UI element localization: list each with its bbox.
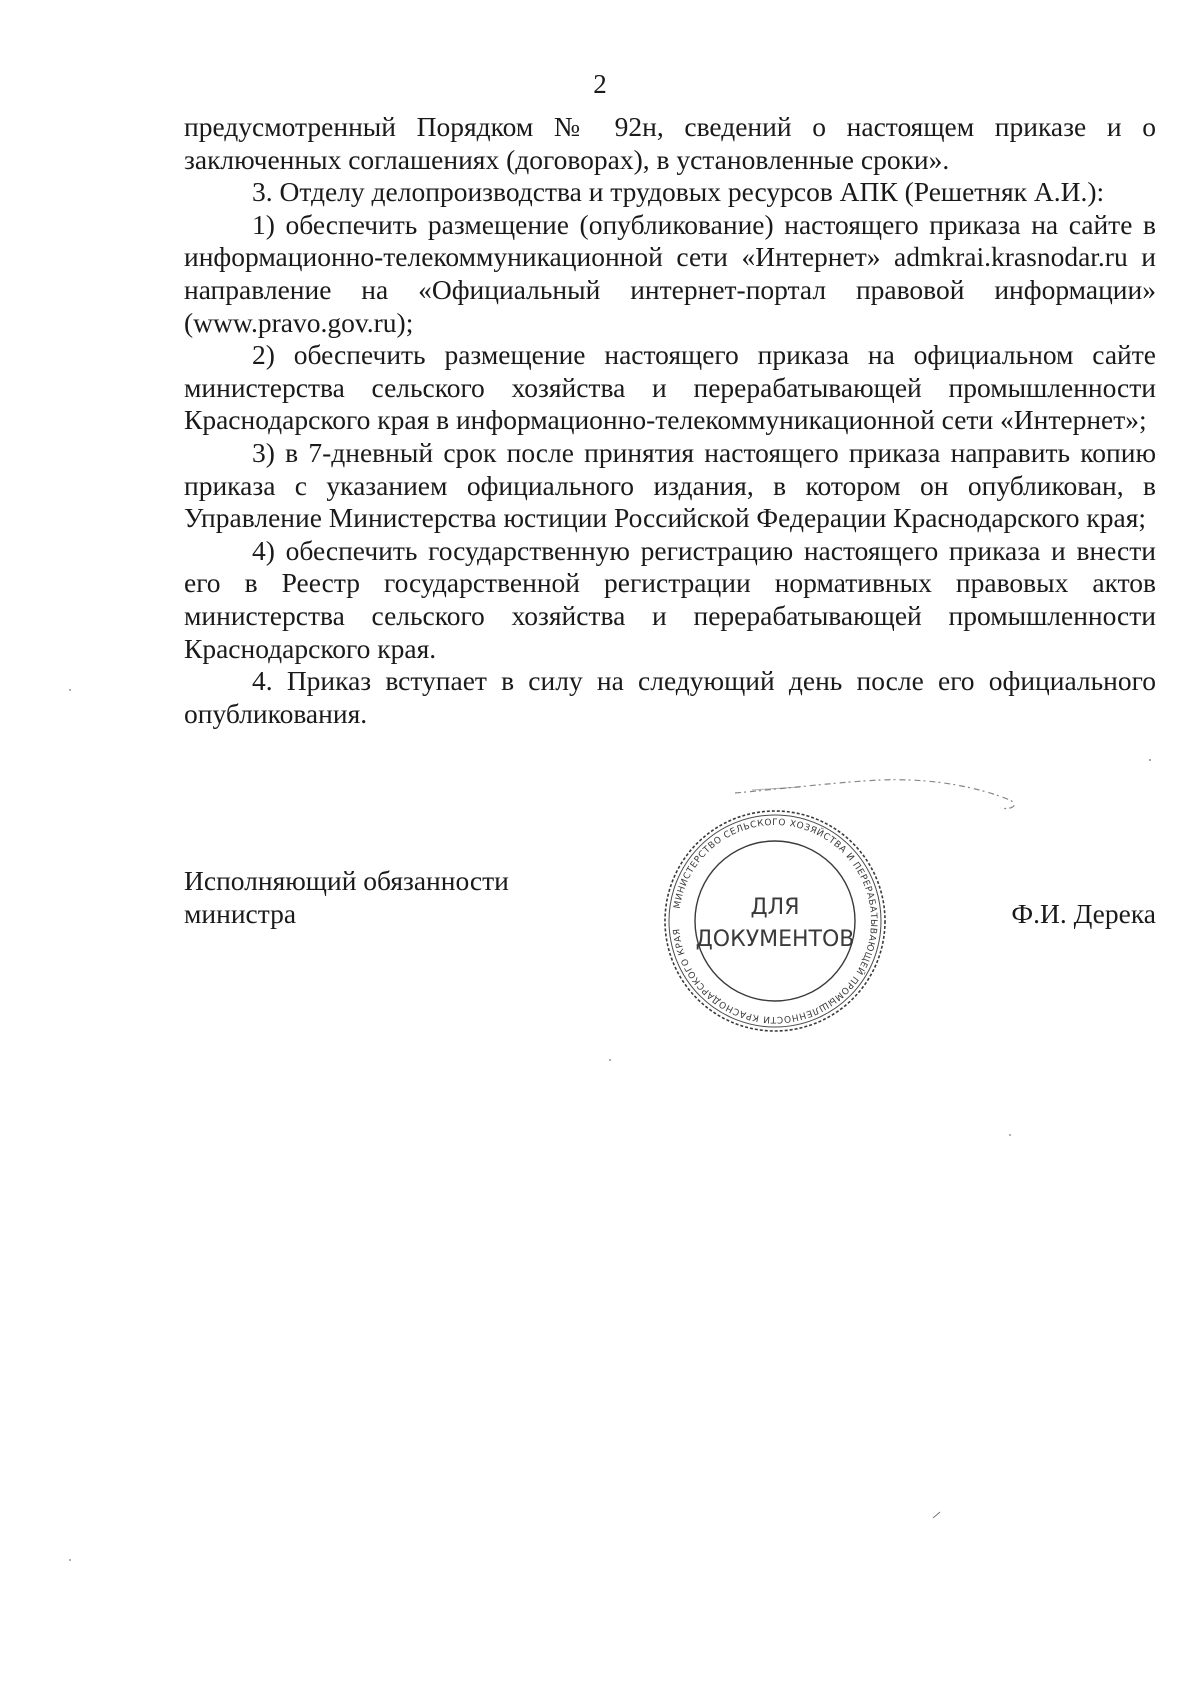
- paragraph-subitem-4: 4) обеспечить государственную регистрацию настоящего приказа и внести его в Реестр государственной регистрации нормативных правовых актов министерства сельского хозяйства и перерабатывающей промышленности Краснодарского края.: [184, 534, 1156, 664]
- seal-center-line2: ДОКУМЕНТОВ: [695, 927, 855, 952]
- signatory-position-line1: Исполняющий обязанности: [184, 865, 509, 896]
- paragraph-subitem-1: 1) обеспечить размещение (опубликование) настоящего приказа на сайте в информационно-телекоммуникационной сети «Интернет» admkrai.krasnodar.ru и направление на «Официальный интернет-портал правовой информации» (www.pravo.gov.ru);: [184, 208, 1156, 338]
- paragraph-subitem-3: 3) в 7-дневный срок после принятия настоящего приказа направить копию приказа с указанием официального издания, в котором он опубликован, в Управление Министерства юстиции Российской Федерации Краснодарского края;: [184, 436, 1156, 534]
- official-seal: [655, 806, 895, 1036]
- paragraph-subitem-2: 2) обеспечить размещение настоящего приказа на официальном сайте министерства сельского хозяйства и перерабатывающей промышленности Краснодарского края в информационно-телекоммуникационной сети «Интернет»;: [184, 339, 1156, 436]
- speck-1: [1149, 759, 1151, 761]
- signatory-position-line2: министра: [184, 897, 297, 929]
- svg-text:МИНИСТЕРСТВО СЕЛЬСКОГО ХОЗЯЙСТ: [672, 818, 878, 1024]
- paragraph-item-4: 4. Приказ вступает в силу на следующий день после его официального опубликования.: [184, 665, 1156, 729]
- seal-center-line1: ДЛЯ: [750, 895, 800, 920]
- page-number: 2: [593, 69, 607, 99]
- speck-6: [933, 1512, 940, 1518]
- speck-2: [69, 689, 71, 691]
- paragraph-item-3: 3. Отделу делопроизводства и трудовых ресурсов АПК (Решетняк А.И.):: [252, 176, 1105, 208]
- paragraph-continuation: предусмотренный Порядком № 92н, сведений о настоящем приказе и о заключенных соглашениях (договорах), в установленные сроки».: [184, 111, 1156, 175]
- signatory-position: [184, 865, 509, 930]
- speck-3: [69, 1559, 71, 1561]
- seal-ring-text: МИНИСТЕРСТВО СЕЛЬСКОГО ХОЗЯЙСТВА И ПЕРЕРАБАТЫВАЮЩЕЙ ПРОМЫШЛЕННОСТИ КРАСНОДАРСКОГО КРАЯ: [672, 817, 879, 1025]
- speck-5: [609, 1059, 611, 1061]
- document-body: [184, 111, 1156, 730]
- speck-4: [1009, 1134, 1011, 1136]
- signatory-name: Ф.И. Дерека: [1011, 898, 1156, 929]
